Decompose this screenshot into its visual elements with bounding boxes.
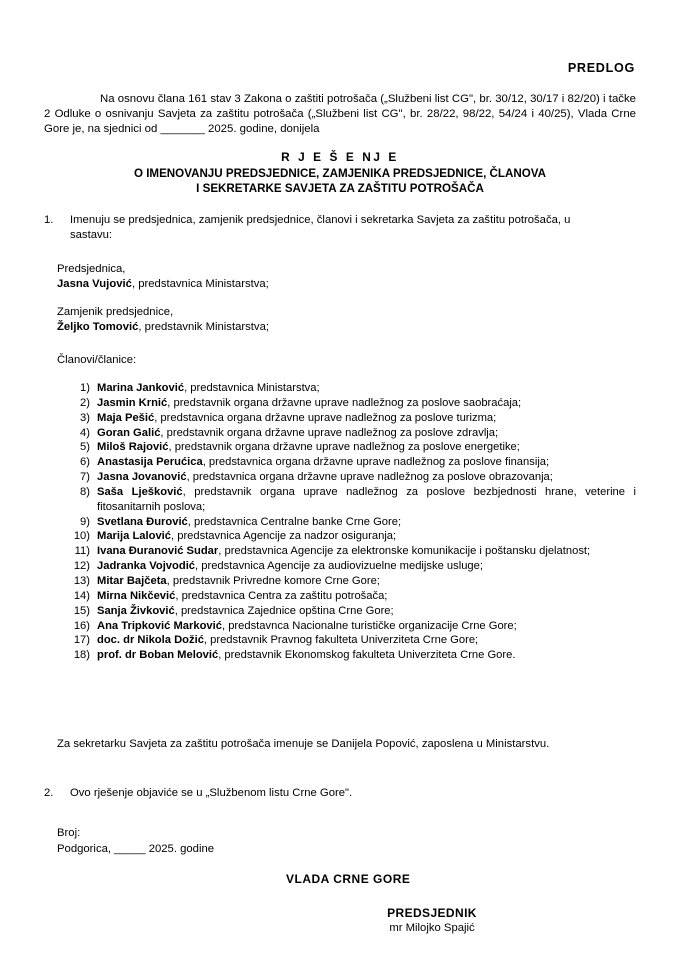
- member-row: [57, 574, 636, 589]
- member-row: [57, 396, 636, 411]
- member-description: , predstavnik Ekonomskog fakulteta Univerziteta Crne Gore.: [218, 649, 516, 662]
- member-row: [57, 604, 636, 619]
- signatory-name: mr Milojko Spajić: [389, 922, 475, 935]
- member-description: , predstavnica organa državne uprave nadležnog za poslove obrazovanja;: [186, 471, 553, 484]
- government-label: VLADA CRNE GORE: [286, 872, 411, 886]
- member-description: , predstavnica Agencije za nadzor osiguranja;: [171, 530, 397, 543]
- member-number: 9): [80, 515, 90, 528]
- clause-2: [44, 786, 636, 801]
- member-number: 15): [73, 604, 90, 617]
- member-name: Mitar Bajčeta: [97, 574, 167, 587]
- member-text: [97, 515, 636, 530]
- member-number: 14): [73, 589, 90, 602]
- member-row: [57, 455, 636, 470]
- member-name: Anastasija Perućica: [97, 456, 203, 469]
- president-block: [57, 262, 617, 293]
- member-row: [57, 633, 636, 648]
- member-text: [97, 411, 636, 426]
- member-name: Maja Pešić: [97, 411, 155, 424]
- member-text: [97, 648, 636, 663]
- member-row: [57, 411, 636, 426]
- member-description: , predstavnica Agencije za elektronske komunikacije i poštansku djelatnost;: [218, 545, 591, 558]
- member-name: Mirna Nikčević: [97, 589, 176, 602]
- member-name: Marina Janković: [97, 382, 185, 394]
- member-name: Goran Galić: [97, 426, 161, 439]
- member-name: Marija Lalović: [97, 530, 171, 543]
- deputy-name: Željko Tomović: [57, 321, 139, 334]
- member-name: prof. dr Boban Melović: [97, 649, 219, 662]
- member-number: 13): [73, 574, 90, 587]
- member-name: Ana Tripković Marković: [97, 619, 222, 632]
- member-text: [97, 544, 636, 559]
- member-text: [97, 633, 636, 648]
- member-description: , predstavnica Centra za zaštitu potrošača;: [175, 589, 388, 602]
- clause-2-text: Ovo rješenje objaviće se u „Službenom listu Crne Gore".: [70, 787, 353, 799]
- deputy-block: [57, 305, 617, 336]
- signature-block: [352, 905, 512, 936]
- member-text: [97, 574, 636, 589]
- member-row: [57, 544, 636, 559]
- member-text: [97, 455, 636, 470]
- member-name: Jasna Jovanović: [97, 471, 187, 484]
- member-text: [97, 470, 636, 485]
- document-meta: [57, 826, 214, 857]
- member-name: Miloš Rajović: [97, 441, 169, 454]
- member-description: , predstavnica Centralne banke Crne Gore;: [187, 515, 402, 528]
- member-name: Sanja Živković: [97, 604, 175, 617]
- member-number: 11): [74, 545, 90, 558]
- member-name: Jadranka Vojvodić: [97, 560, 196, 573]
- member-number: 6): [80, 456, 90, 469]
- member-row: [57, 529, 636, 544]
- member-row: [57, 589, 636, 604]
- member-text: [97, 440, 636, 455]
- member-number: 12): [73, 560, 90, 573]
- member-number: 8): [80, 485, 90, 498]
- president-name: Jasna Vujović: [57, 278, 132, 291]
- member-description: , predstavnik organa državne uprave nadležnog za poslove energetike;: [168, 441, 520, 454]
- member-description: , predstavnik Pravnog fakulteta Univerziteta Crne Gore;: [203, 634, 479, 647]
- member-description: , predstavnica Zajednice opština Crne Gore;: [174, 604, 394, 617]
- member-name: Ivana Đuranović Sudar: [97, 545, 219, 558]
- member-row: [57, 440, 636, 455]
- title-line-decision: R J E Š E NJ E: [281, 150, 399, 164]
- deputy-role-label: Zamjenik predsjednice,: [57, 306, 174, 318]
- member-text: [97, 396, 636, 411]
- member-description: , predstavnik organa državne uprave nadležnog za poslove saobraćaja;: [167, 396, 522, 409]
- member-row: [57, 559, 636, 574]
- member-name: doc. dr Nikola Dožić: [97, 634, 204, 647]
- member-number: 16): [73, 619, 90, 632]
- member-number: 2): [80, 396, 90, 409]
- member-description: , predstavnik organa državne uprave nadležnog za poslove zdravlja;: [160, 426, 499, 439]
- proposal-label: PREDLOG: [567, 61, 635, 75]
- clause-2-number: 2.: [44, 787, 54, 799]
- members-section-label: Članovi/članice:: [57, 354, 137, 366]
- reference-number-label: Broj:: [57, 827, 81, 839]
- member-description: , predstavnica organa državne uprave nadležnog za poslove turizma;: [154, 411, 497, 424]
- members-list: [57, 381, 636, 663]
- member-name: Svetlana Đurović: [97, 515, 188, 528]
- member-text: [97, 589, 636, 604]
- member-text: [97, 619, 636, 634]
- member-number: 17): [73, 634, 90, 647]
- member-text: [97, 559, 636, 574]
- clause-1-number: 1.: [44, 214, 54, 226]
- secretary-paragraph: Za sekretarku Savjeta za zaštitu potrošača imenuje se Danijela Popović, zaposlena u Ministarstvu.: [57, 738, 550, 750]
- president-role-label: Predsjednica,: [57, 263, 126, 275]
- member-description: , predstavnica organa državne uprave nadležnog za poslove finansija;: [202, 456, 550, 469]
- signatory-title: PREDSJEDNIK: [387, 906, 477, 920]
- member-number: 3): [80, 411, 90, 424]
- member-number: 1): [80, 382, 90, 394]
- legal-basis-paragraph: Na osnovu člana 161 stav 3 Zakona o zaštiti potrošača („Službeni list CG", br. 30/12, 30/17 i 82/20) i tačke 2 Odluke o osnivanju Savjeta za zaštitu potrošača („Službeni list CG", br. 28/22, 98/22, 54/24 i 40/25), Vlada Crne Gore je, na sjednici od _______ 2025. godine, donijela: [44, 93, 636, 136]
- member-row: [57, 470, 636, 485]
- member-text: [97, 426, 636, 441]
- title-line-subject-2: I SEKRETARKE SAVJETA ZA ZAŠTITU POTROŠAČA: [196, 181, 484, 195]
- member-row: [57, 648, 636, 663]
- deputy-description: , predstavnik Ministarstva;: [138, 321, 269, 334]
- member-name: Jasmin Krnić: [97, 396, 168, 409]
- member-description: , predstavnica Agencije za audiovizuelne medijske usluge;: [195, 560, 483, 573]
- member-row: [57, 619, 636, 634]
- member-row: [57, 485, 636, 515]
- title-line-subject-1: O IMENOVANJU PREDSJEDNICE, ZAMJENIKA PREDSJEDNICE, ČLANOVA: [133, 166, 547, 180]
- member-number: 18): [73, 649, 90, 662]
- member-description: , predstavnik Privredne komore Crne Gore;: [166, 574, 380, 587]
- member-description: , predstavnik organa uprave nadležnog za poslove bezbjednosti hrane, veterine i fitosanitarnih poslova;: [97, 485, 636, 513]
- place-and-date: Podgorica, _____ 2025. godine: [57, 842, 215, 855]
- member-text: [97, 485, 636, 515]
- president-entry: [57, 277, 617, 292]
- member-text: [97, 604, 636, 619]
- member-row: [57, 515, 636, 530]
- member-number: 7): [80, 471, 90, 484]
- deputy-entry: [57, 320, 617, 335]
- member-row: [57, 426, 636, 441]
- member-text: [97, 529, 636, 544]
- member-number: 10): [73, 530, 90, 543]
- member-description: , predstavnica Ministarstva;: [184, 382, 320, 394]
- member-text: [97, 381, 636, 396]
- clause-1: [44, 213, 604, 243]
- member-number: 4): [80, 426, 90, 439]
- document-title: [44, 150, 636, 196]
- president-description: , predstavnica Ministarstva;: [131, 278, 269, 291]
- member-name: Saša Lješković: [97, 485, 183, 498]
- member-row: [57, 381, 636, 396]
- clause-1-text: Imenuju se predsjednica, zamjenik predsjednice, članovi i sekretarka Savjeta za zaštitu potrošača, u sastavu:: [70, 214, 571, 242]
- member-number: 5): [80, 441, 90, 454]
- member-description: , predstavnca Nacionalne turističke organizacije Crne Gore;: [221, 619, 517, 632]
